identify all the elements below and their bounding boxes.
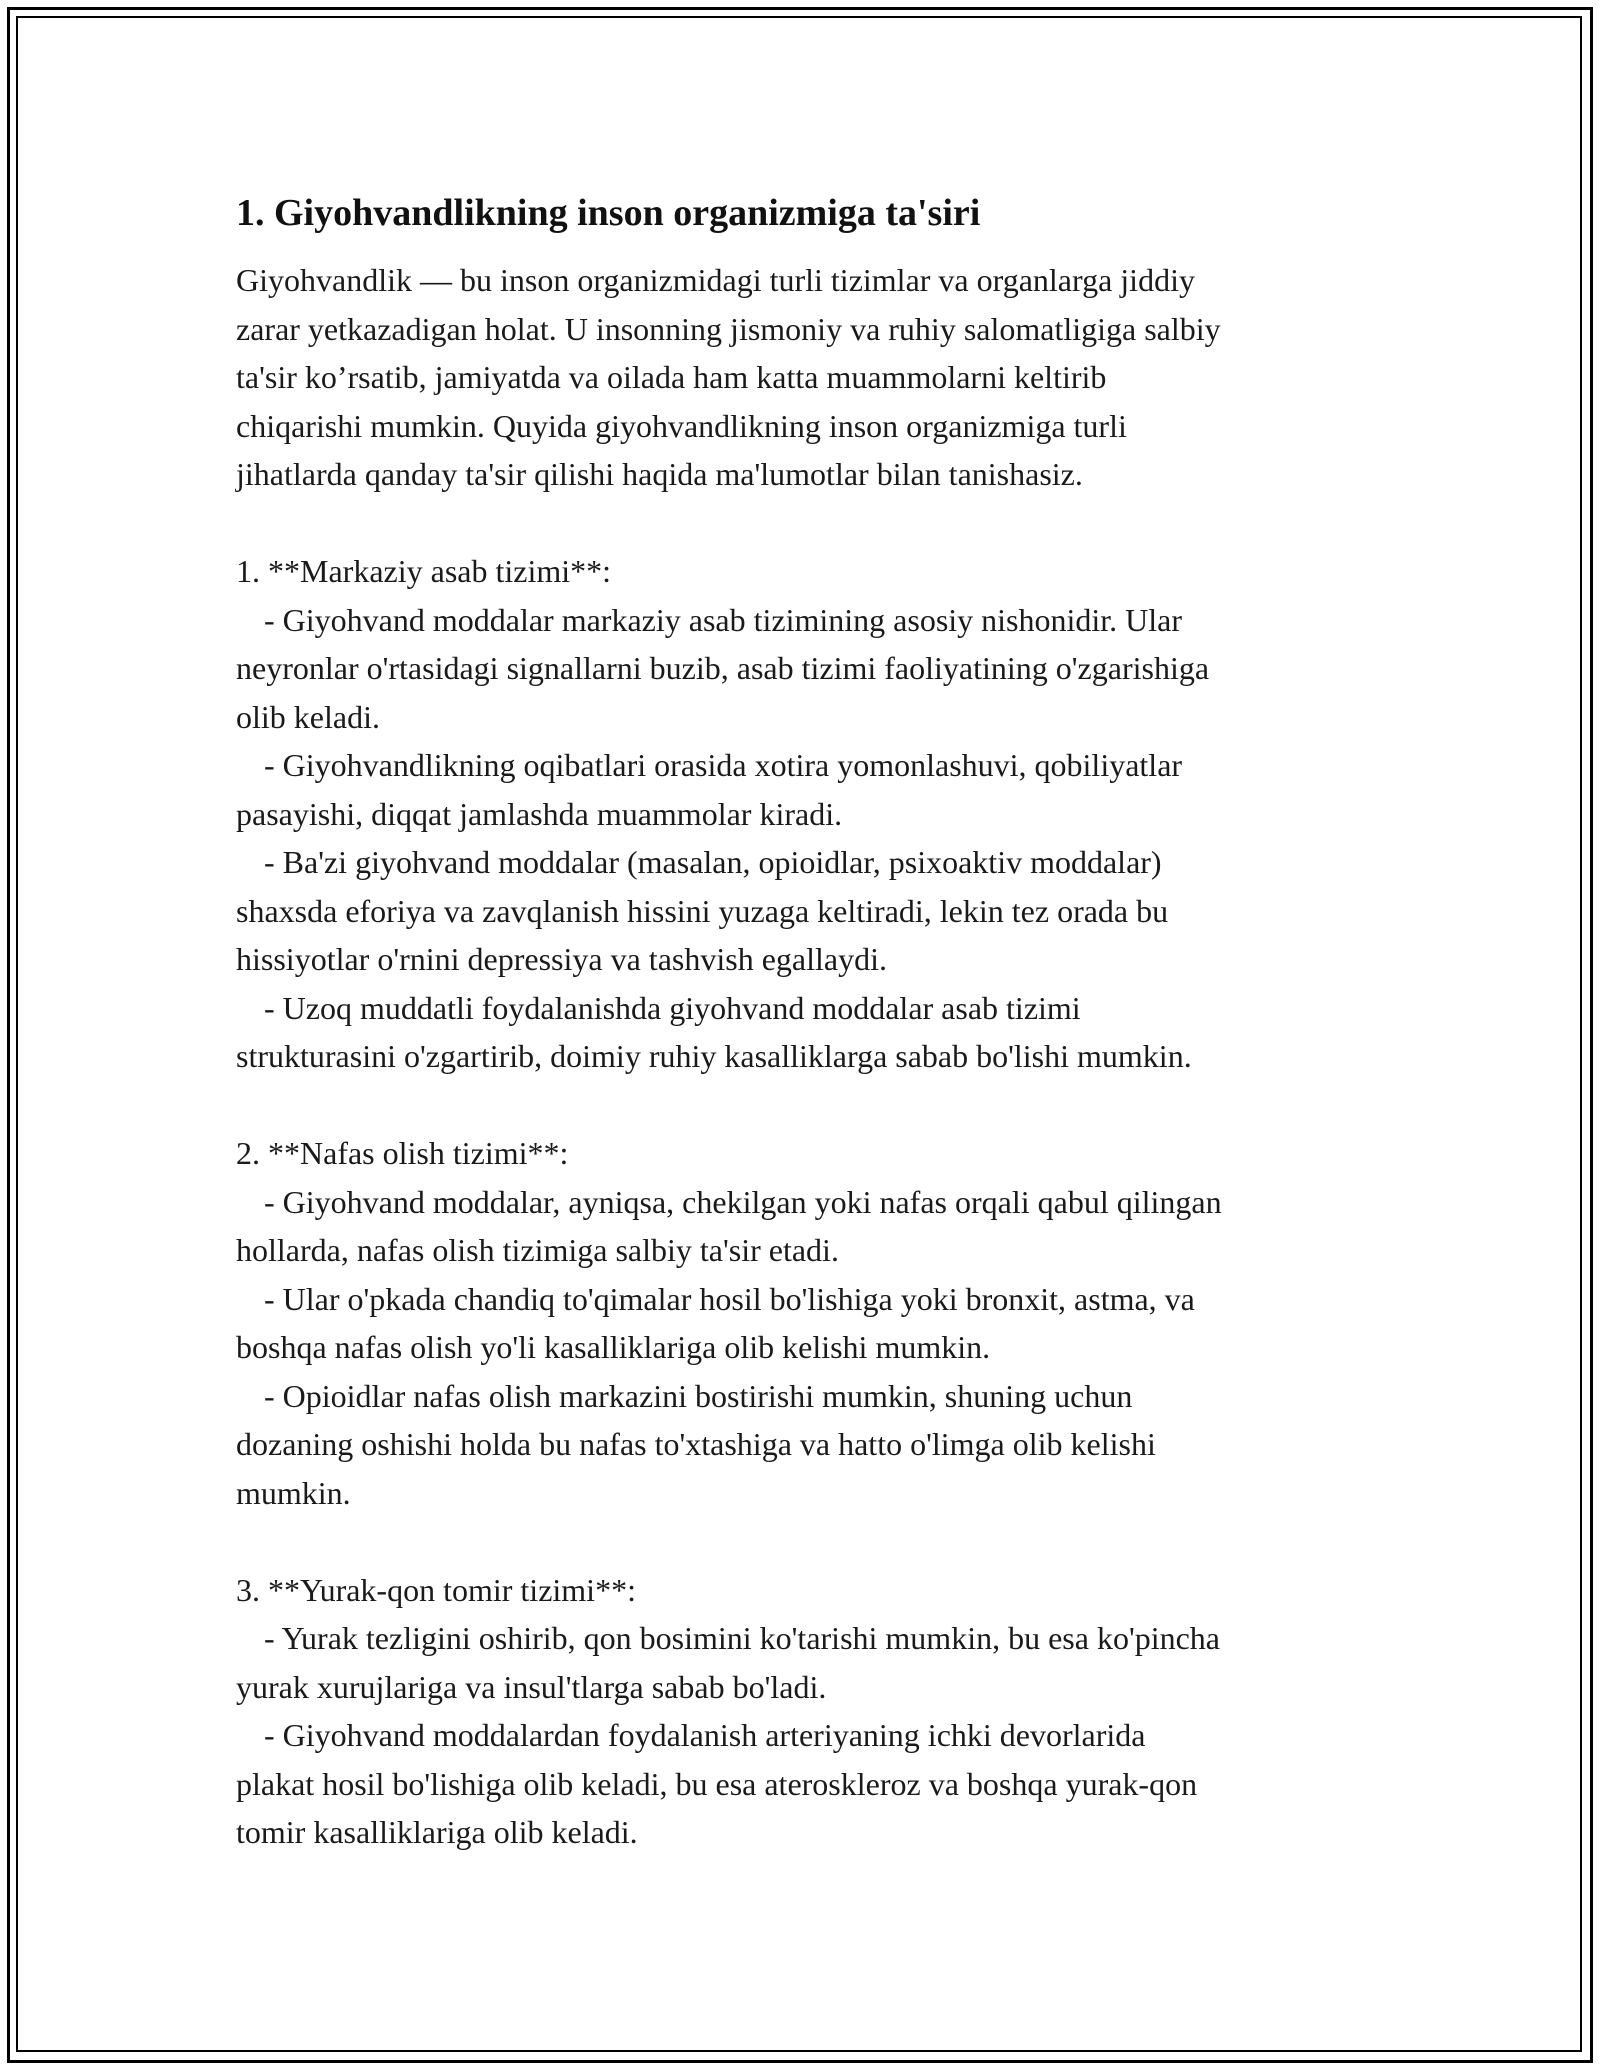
intro-line: chiqarishi mumkin. Quyida giyohvandlikning inson organizmiga turli <box>236 407 1127 444</box>
bullet-item <box>236 984 1396 1081</box>
bullet-item <box>236 741 1396 838</box>
intro-line: jihatlarda qanday ta'sir qilishi haqida ma'lumotlar bilan tanishasiz. <box>236 456 1083 492</box>
bullet-item <box>236 1275 1396 1372</box>
intro-line: zarar yetkazadigan holat. U insonning jismoniy va ruhiy salomatligiga salbiy <box>236 310 1221 347</box>
bullet-line: boshqa nafas olish yo'li kasalliklariga olib kelishi mumkin. <box>236 1329 991 1365</box>
bullet-item <box>236 1178 1396 1275</box>
bullet-line: dozaning oshishi holda bu nafas to'xtashiga va hatto o'limga olib kelishi <box>236 1426 1156 1462</box>
document-body <box>236 188 1396 1857</box>
bullet-line: shaxsda eforiya va zavqlanish hissini yuzaga keltiradi, lekin tez orada bu <box>236 892 1169 929</box>
bullet-item <box>236 596 1396 742</box>
section-heading: 3. **Yurak-qon tomir tizimi**: <box>236 1571 636 1608</box>
bullet-line: yurak xurujlariga va insul'tlarga sabab bo'ladi. <box>236 1668 827 1705</box>
bullet-line: olib keladi. <box>236 698 380 735</box>
bullet-line: - Opioidlar nafas olish markazini bostirishi mumkin, shuning uchun <box>264 1377 1133 1414</box>
bullet-item <box>236 1614 1396 1711</box>
section-nafas-olish <box>236 1129 1396 1517</box>
bullet-line: neyronlar o'rtasidagi signallarni buzib, asab tizimi faoliyatining o'zgarishiga <box>236 650 1210 686</box>
bullet-line: strukturasini o'zgartirib, doimiy ruhiy kasalliklarga sabab bo'lishi mumkin. <box>236 1038 1192 1074</box>
bullet-line: - Uzoq muddatli foydalanishda giyohvand moddalar asab tizimi <box>264 989 1081 1026</box>
bullet-line: - Giyohvand moddalardan foydalanish arteriyaning ichki devorlarida <box>264 1717 1146 1753</box>
intro-paragraph <box>236 256 1396 499</box>
bullet-line: hissiyotlar o'rnini depressiya va tashvish egallaydi. <box>236 941 887 977</box>
bullet-line: pasayishi, diqqat jamlashda muammolar kiradi. <box>236 795 843 832</box>
section-heading: 1. **Markaziy asab tizimi**: <box>236 553 612 589</box>
bullet-line: - Giyohvand moddalar markaziy asab tizimining asosiy nishonidir. Ular <box>264 601 1183 638</box>
bullet-line: - Yurak tezligini oshirib, qon bosimini ko'tarishi mumkin, bu esa ko'pincha <box>264 1620 1220 1656</box>
bullet-line: - Ba'zi giyohvand moddalar (masalan, opioidlar, psixoaktiv moddalar) <box>264 844 1162 880</box>
section-heading: 2. **Nafas olish tizimi**: <box>236 1135 569 1171</box>
intro-line: Giyohvandlik — bu inson organizmidagi turli tizimlar va organlarga jiddiy <box>236 262 1195 298</box>
bullet-line: - Giyohvand moddalar, ayniqsa, chekilgan yoki nafas orqali qabul qilingan <box>264 1183 1222 1220</box>
bullet-line: plakat hosil bo'lishiga olib keladi, bu esa ateroskleroz va boshqa yurak-qon <box>236 1765 1198 1802</box>
bullet-item <box>236 1711 1396 1857</box>
bullet-line: tomir kasalliklariga olib keladi. <box>236 1814 638 1850</box>
section-markaziy-asab <box>236 547 1396 1081</box>
document-title: 1. Giyohvandlikning inson organizmiga ta'siri <box>236 192 981 234</box>
section-yurak-qon-tomir <box>236 1566 1396 1857</box>
bullet-line: - Ular o'pkada chandiq to'qimalar hosil bo'lishiga yoki bronxit, astma, va <box>264 1280 1195 1317</box>
bullet-item <box>236 1372 1396 1518</box>
bullet-line: - Giyohvandlikning oqibatlari orasida xotira yomonlashuvi, qobiliyatlar <box>264 747 1183 783</box>
bullet-item <box>236 838 1396 984</box>
bullet-line: mumkin. <box>236 1474 351 1511</box>
intro-line: ta'sir ko’rsatib, jamiyatda va oilada ham katta muammolarni keltirib <box>236 359 1107 395</box>
bullet-line: hollarda, nafas olish tizimiga salbiy ta'sir etadi. <box>236 1232 839 1268</box>
